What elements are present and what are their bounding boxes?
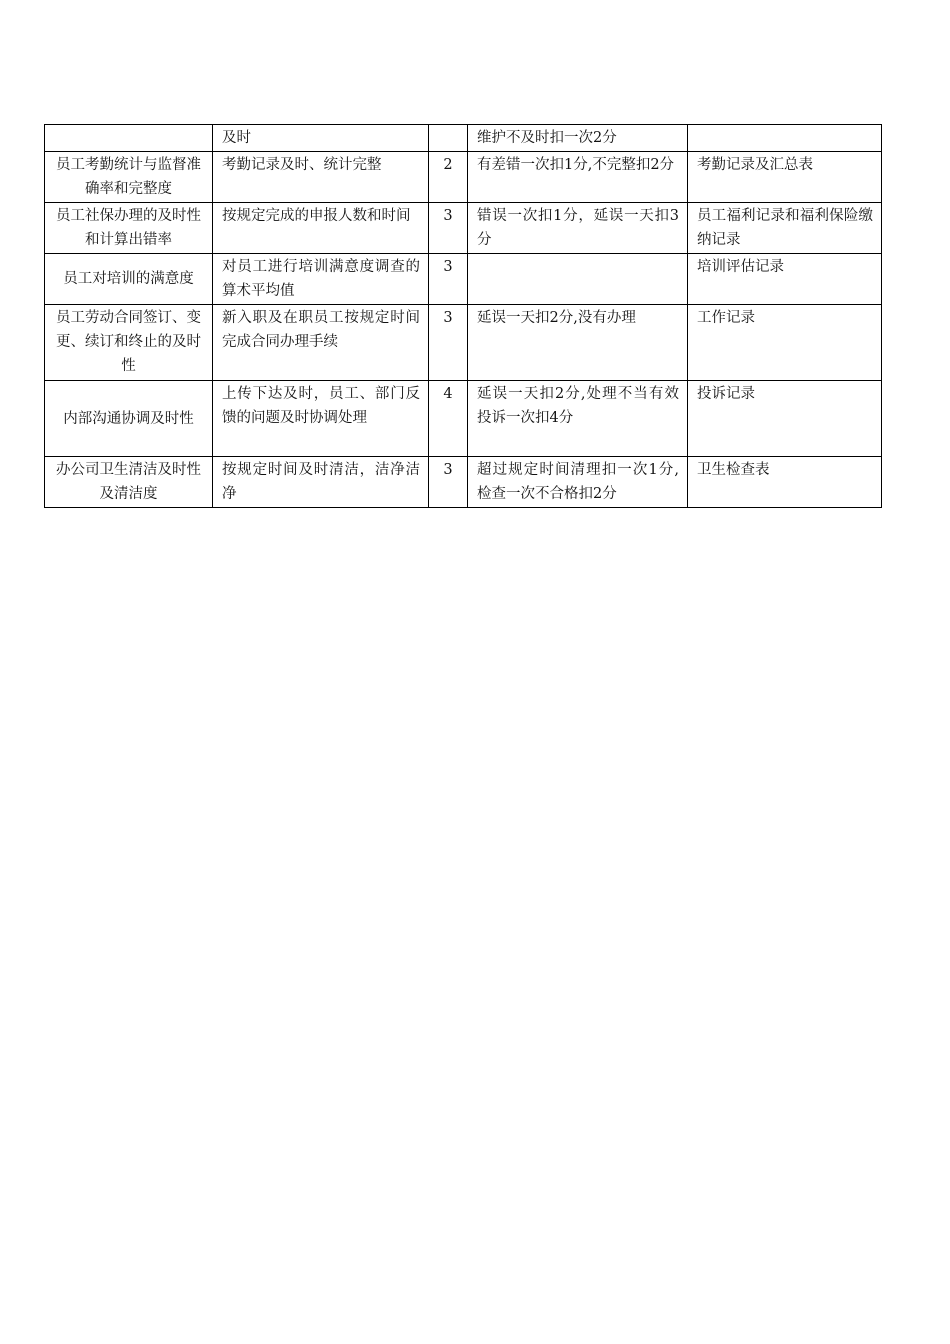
source-cell: 卫生检查表	[688, 457, 882, 508]
source-cell: 考勤记录及汇总表	[688, 152, 882, 203]
weight-cell: 2	[429, 152, 468, 203]
standard-cell: 考勤记录及时、统计完整	[213, 152, 429, 203]
table-row	[45, 152, 882, 203]
weight-cell: 3	[429, 203, 468, 254]
deduction-cell	[468, 254, 688, 305]
deduction-cell: 有差错一次扣1分,不完整扣2分	[468, 152, 688, 203]
deduction-cell: 超过规定时间清理扣一次1分,检查一次不合格扣2分	[468, 457, 688, 508]
table-row	[45, 381, 882, 457]
deduction-cell: 延误一天扣2分,没有办理	[468, 305, 688, 381]
source-cell: 投诉记录	[688, 381, 882, 457]
weight-cell: 3	[429, 457, 468, 508]
indicator-cell: 员工对培训的满意度	[45, 254, 213, 305]
table-row	[45, 125, 882, 152]
indicator-cell: 办公司卫生清洁及时性及清洁度	[45, 457, 213, 508]
source-cell: 员工福利记录和福利保险缴纳记录	[688, 203, 882, 254]
standard-cell: 对员工进行培训满意度调查的算术平均值	[213, 254, 429, 305]
source-cell	[688, 125, 882, 152]
weight-cell: 4	[429, 381, 468, 457]
table-row	[45, 254, 882, 305]
table-row	[45, 203, 882, 254]
source-cell: 培训评估记录	[688, 254, 882, 305]
deduction-cell: 错误一次扣1分，延误一天扣3分	[468, 203, 688, 254]
weight-cell	[429, 125, 468, 152]
standard-cell: 按规定完成的申报人数和时间	[213, 203, 429, 254]
indicator-cell	[45, 125, 213, 152]
indicator-cell: 员工劳动合同签订、变更、续订和终止的及时性	[45, 305, 213, 381]
indicator-cell: 员工社保办理的及时性和计算出错率	[45, 203, 213, 254]
source-cell: 工作记录	[688, 305, 882, 381]
standard-cell: 新入职及在职员工按规定时间完成合同办理手续	[213, 305, 429, 381]
table-row	[45, 457, 882, 508]
indicator-cell: 内部沟通协调及时性	[45, 381, 213, 457]
standard-cell: 上传下达及时，员工、部门反馈的问题及时协调处理	[213, 381, 429, 457]
weight-cell: 3	[429, 254, 468, 305]
standard-cell: 按规定时间及时清洁，洁净洁净	[213, 457, 429, 508]
indicator-cell: 员工考勤统计与监督准确率和完整度	[45, 152, 213, 203]
deduction-cell: 维护不及时扣一次2分	[468, 125, 688, 152]
kpi-table	[44, 124, 882, 508]
table-row	[45, 305, 882, 381]
weight-cell: 3	[429, 305, 468, 381]
standard-cell: 及时	[213, 125, 429, 152]
deduction-cell: 延误一天扣2分,处理不当有效投诉一次扣4分	[468, 381, 688, 457]
